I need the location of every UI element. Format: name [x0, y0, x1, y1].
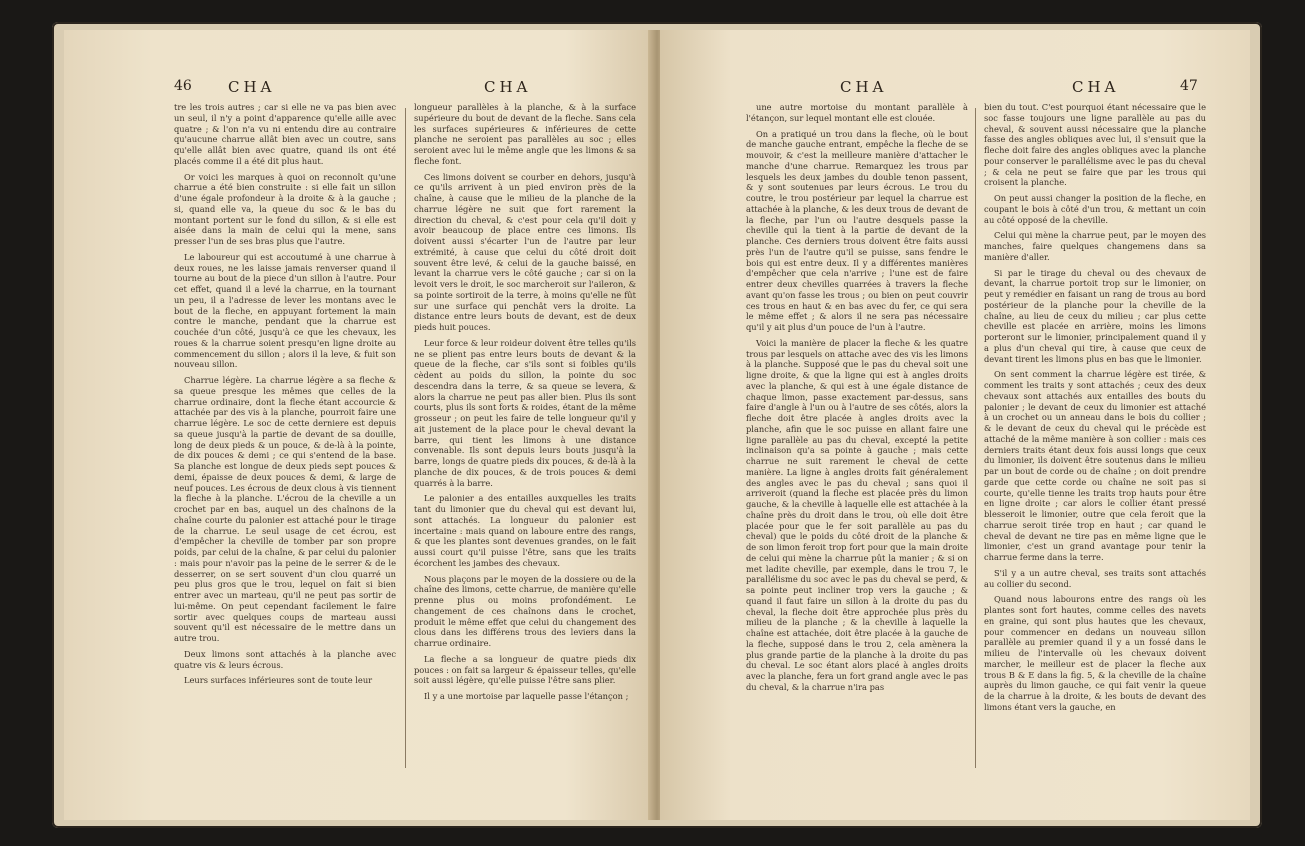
text-column-2 — [984, 102, 1206, 792]
right-page — [660, 30, 1250, 820]
text-column-2 — [414, 102, 636, 792]
running-header-left: CHA — [840, 78, 888, 96]
paragraph: La fleche a sa longueur de quatre pieds dix pouces : on fait sa largeur & épaisseur telles, qu'elle soit aussi légère, qu'elle puisse l'être sans plier. — [414, 653, 636, 686]
column-rule — [405, 108, 406, 768]
paragraph: Si par le tirage du cheval ou des chevaux de devant, la charrue portoit trop sur le limonier, on peut y remédier en faisant un rang de trous au bord postérieur de la planche pour la cheville de la chaîne, au lieu de ceux du milieu ; car plus cette cheville est placée en arrière, moins les limons porteront sur le limonier, principalement quand il y a plus d'un cheval qui tire, à cause que ceux de devant tirent les limons plus en bas que le limonier. — [984, 267, 1206, 364]
paragraph: On peut aussi changer la position de la fleche, en coupant le bois à côté d'un trou, & mettant un coin au côté opposé de la cheville. — [984, 193, 1206, 225]
open-book — [52, 22, 1262, 828]
paragraph: On a pratiqué un trou dans la fleche, où le bout de manche gauche entrant, empêche la fleche de se mouvoir, & c'est la meilleure manière d'attacher le manche d'une charrue. Remarquez les trous par lesquels les deux jambes du double tenon passent, & y sont soutenues par leurs écrous. Le trou du coutre, le trou postérieur par lequel la charrue est attachée à la planche, & les deux trous de devant de la fleche, par l'un ou l'autre desquels passe la cheville qui la tient à la partie de devant de la planche. Ces derniers trous doivent être faits aussi près l'un de l'autre qu'il se puisse, sans fendre le bois qui est entre deux. Il y a différentes manières d'empêcher que cela n'arrive ; l'une est de faire entrer deux chevilles quarrées à travers la fleche avant qu'on fasse les trous ; ou bien on peut couvrir ces trous en haut & en bas avec du fer, ce qui sera le même effet ; & alors il ne sera pas nécessaire qu'il y ait plus d'un pouce de l'un à l'autre. — [746, 128, 968, 332]
paragraph: tre les trois autres ; car si elle ne va pas bien avec un seul, il n'y a point d'apparence qu'elle aille avec quatre ; & l'on n'a vu ni entendu dire au contraire qu'aucune charrue allât bien avec un coutre, sans qu'elle allât bien avec quatre, quand ils ont été placés comme il a été dit plus haut. — [174, 102, 396, 166]
page-number: 47 — [1180, 78, 1198, 94]
paragraph: Ces limons doivent se courber en dehors, jusqu'à ce qu'ils arrivent à un pied environ près de la chaîne, à cause que le milieu de la planche de la charrue légère ne suit que fort rarement la direction du cheval, & c'est pour cela qu'il doit y avoir beaucoup de place entre ces limons. Ils doivent aussi s'écarter l'un de l'autre par leur extrémité, à cause que celui du côté droit doit souvent être levé, & celui de la gauche baissé, en levant la charrue vers le côté gauche ; car si on la levoit vers le droit, le soc marcheroit sur l'aileron, & sa pointe sortiroit de la terre, à moins qu'elle ne fût sur une surface qui penchât vers la droite. La distance entre leurs bouts de devant, est de deux pieds huit pouces. — [414, 171, 636, 332]
paragraph: On sent comment la charrue légère est tirée, & comment les traits y sont attachés ; ceux des deux chevaux sont attachés aux entailles des bouts du palonier ; le devant de ceux du limonier est attaché à un crochet ou un anneau dans le bois du collier ; & le devant de ceux du cheval qui le précède est attaché de la même manière à son collier : mais ces derniers traits étant deux fois aussi longs que ceux du limonier, ils doivent être soutenus dans le milieu par un bout de corde ou de chaîne ; on doit prendre garde que cette corde ou chaîne ne soit pas si courte, qu'elle tienne les traits trop hauts pour être en ligne droite ; car alors le collier étant pressé blesseroit le limonier, outre que cela feroit que la charrue seroit tirée trop en haut ; car quand le cheval de devant ne tire pas en même ligne que le limonier, c'est un grand avantage pour tenir la charrue ferme dans la terre. — [984, 369, 1206, 562]
paragraph: Le palonier a des entailles auxquelles les traits tant du limonier que du cheval qui est devant lui, sont attachés. La longueur du palonier est incertaine : mais quand on laboure entre des rangs, & que les plantes sont devenues grandes, on le fait aussi court qu'il puisse l'être, sans que les traits écorchent les jambes des chevaux. — [414, 493, 636, 568]
paragraph: Deux limons sont attachés à la planche avec quatre vis & leurs écrous. — [174, 648, 396, 670]
paragraph: Leur force & leur roideur doivent être telles qu'ils ne se plient pas entre leurs bouts de devant & la queue de la fleche, car s'ils sont si foibles qu'ils cèdent au poids du sillon, la pointe du soc descendra dans la terre, & sa queue se levera, & alors la charrue ne peut pas aller bien. Plus ils sont courts, plus ils sont forts & roides, étant de la même grosseur ; on peut les faire de telle longueur qu'il y ait justement de la place pour le cheval devant la barre, qui tient les limons à une distance convenable. Ils sont depuis leurs bouts jusqu'à la barre, longs de quatre pieds dix pouces, & de-là à la planche de dix pouces, & de trois pouces & demi quarrés à la barre. — [414, 337, 636, 488]
paragraph: longueur parallèles à la planche, & à la surface supérieure du bout de devant de la fleche. Sans cela les surfaces supérieures & inférieures de cette planche ne seroient pas parallèles au soc ; elles seroient avec lui le même angle que les limons & sa fleche font. — [414, 102, 636, 166]
paragraph: Charrue légère. La charrue légère a sa fleche & sa queue presque les mêmes que celles de la charrue ordinaire, dont la fleche étant accourcie & attachée par des vis à la planche, pourroit faire une charrue légère. Le soc de cette derniere est depuis sa queue jusqu'à la partie de devant de sa douille, long de deux pieds & un pouce, & de-là à la pointe, de dix pouces & demi ; ce qui s'entend de la base. Sa planche est longue de deux pieds sept pouces & demi, épaisse de deux pouces & demi, & large de neuf pouces. Les écrous de deux clous à vis tiennent la fleche à la planche. L'écrou de la cheville a un crochet par en bas, auquel un des chaînons de la chaîne courte du palonier est attaché pour le tirage de la charrue. Le seul usage de cet écrou, est d'empêcher la cheville de tomber par son propre poids, par celui de la chaîne, & par celui du palonier : mais pour n'avoir pas la peine de le serrer & de le desserrer, on se sert souvent d'un clou quarré un peu plus gros que le trou, lequel on fait si bien entrer avec un marteau, qu'il ne peut pas sortir de lui-même. On peut cependant facilement le faire sortir avec quelques coups de marteau aussi souvent qu'il est nécessaire de le mettre dans un autre trou. — [174, 375, 396, 643]
paragraph: Or voici les marques à quoi on reconnoît qu'une charrue a été bien construite : si elle fait un sillon d'une égale profondeur à la droite & à la gauche ; si, quand elle va, la queue du soc & le bas du montant portent sur le fond du sillon, & si elle est aisée dans la main de celui qui la mene, sans presser l'un de ses bras plus que l'autre. — [174, 171, 396, 246]
paragraph: Le laboureur qui est accoutumé à une charrue à deux roues, ne les laisse jamais renverser quand il tourne au bout de la piece d'un sillon à l'autre. Pour cet effet, quand il a levé la charrue, en la tournant un peu, il a l'adresse de lever les montans avec le bout de la fleche, en appuyant fortement la main contre le manche, pendant que la charrue est couchée d'un côté, jusqu'à ce que les chevaux, les roues & la charrue soient presqu'en ligne droite au commencement du sillon ; alors il la leve, & fuit son nouveau sillon. — [174, 251, 396, 370]
text-column-1 — [174, 102, 396, 792]
running-header-left: CHA — [228, 78, 276, 96]
paragraph: S'il y a un autre cheval, ses traits sont attachés au collier du second. — [984, 567, 1206, 589]
page-number: 46 — [174, 78, 192, 94]
paragraph: Il y a une mortoise par laquelle passe l'étançon ; — [424, 691, 629, 701]
running-header-right: CHA — [484, 78, 532, 96]
paragraph: Nous plaçons par le moyen de la dossiere ou de la chaîne des limons, cette charrue, de manière qu'elle prenne plus ou moins profondément. Le changement de ces chaînons dans le crochet, produit le même effet que celui du changement des clous dans les différens trous des leviers dans la charrue ordinaire. — [414, 573, 636, 648]
text-column-1 — [746, 102, 968, 792]
column-rule — [975, 108, 976, 768]
paragraph: une autre mortoise du montant parallèle à l'étançon, sur lequel montant elle est clouée. — [746, 102, 968, 123]
running-header-right: CHA — [1072, 78, 1120, 96]
paragraph: Leurs surfaces inférieures sont de toute leur — [184, 675, 373, 686]
paragraph: Celui qui mène la charrue peut, par le moyen des manches, faire quelques changemens dans sa manière d'aller. — [984, 230, 1206, 262]
paragraph: bien du tout. C'est pourquoi étant nécessaire que le soc fasse toujours une ligne parallèle au pas du cheval, & souvent aussi nécessaire que la planche fasse des angles obliques avec lui, il s'ensuit que la fleche doit faire des angles obliques avec la planche pour conserver le parallélisme avec le pas du cheval ; & cela ne peut se faire que par les trous qui croisent la planche. — [984, 102, 1206, 188]
paragraph: Voici la manière de placer la fleche & les quatre trous par lesquels on attache avec des vis les limons à la planche. Supposé que le pas du cheval soit une ligne droite, & que la ligne qui est à angles droits avec la planche, & qui est à une égale distance de chaque limon, passe exactement par-dessus, sans faire d'angle à l'un ou à l'autre de ses côtés, alors la fleche doit être placée à angles droits avec la planche, afin que le soc puisse en allant faire une ligne parallèle au pas du cheval, excepté la petite inclinaison qu'a sa pointe à gauche ; mais cette charrue ne suit rarement le cheval de cette manière. La ligne à angles droits fait généralement des angles avec le pas du cheval ; sans quoi il arriveroit (quand la fleche est placée près du limon gauche, & la cheville à laquelle elle est attachée à la chaîne près du droit dans le trou, où elle doit être placée pour que le fer soit parallèle au pas du cheval) que le poids du côté droit de la planche & de son limon feroit trop fort pour que la main droite de celui qui mène la charrue pût la manier ; & si on met ladite cheville, par exemple, dans le trou 7, le parallélisme du soc avec le pas du cheval se perd, & sa pointe peut incliner trop vers la gauche ; & quand il faut faire un sillon à la droite du pas du cheval, la fleche doit être approchée plus près du milieu de la planche ; & la cheville à laquelle la chaîne est attachée, doit être placée à la gauche de la fleche, supposé dans le trou 2, cela amènera la plus grande partie de la planche à la droite du pas du cheval. Le soc étant alors placé à angles droits avec la planche, fera un fort grand angle avec le pas du cheval, & la charrue n'ira pas — [746, 337, 968, 692]
paragraph: Quand nous labourons entre des rangs où les plantes sont fort hautes, comme celles des navets en graine, qui sont plus hautes que les chevaux, pour commencer en dedans un nouveau sillon parallèle au premier quand il y a un fossé dans le milieu de l'intervalle où les chevaux doivent marcher, le meilleur est de placer la fleche aux trous B & E dans la fig. 5, & la cheville de la chaîne auprès du limon gauche, ce qui fait venir la queue de la charrue à la droite, & les bouts de devant des limons étant vers la gauche, en — [984, 594, 1206, 712]
left-page — [64, 30, 654, 820]
